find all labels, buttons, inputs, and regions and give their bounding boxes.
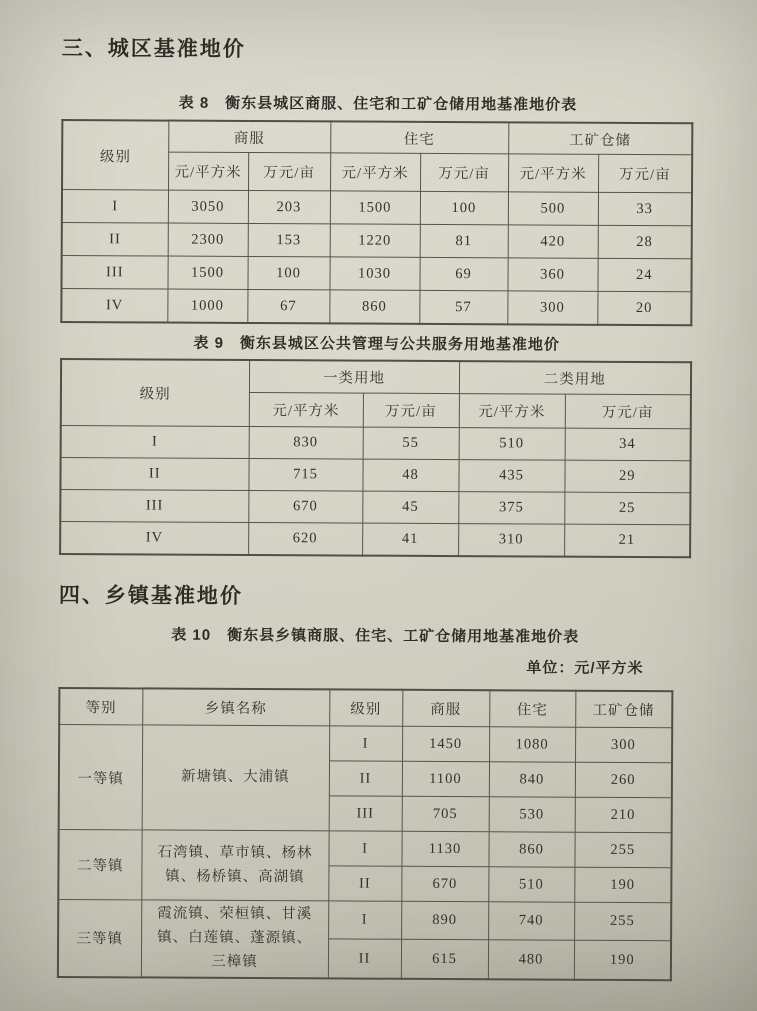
table-row — [61, 289, 691, 326]
unit-header: 元/平方米 — [459, 394, 565, 429]
grade-cell: III — [329, 796, 402, 831]
table-row — [61, 425, 691, 460]
grade-cell: II — [328, 866, 401, 901]
tier-cell: 一等镇 — [59, 724, 143, 829]
table8-urban-land-prices — [60, 119, 693, 326]
value-cell: 435 — [458, 460, 564, 493]
towns-cell: 新塘镇、大浦镇 — [142, 725, 330, 831]
value-cell: 153 — [248, 223, 330, 256]
value-cell: 740 — [488, 902, 574, 941]
grade-cell: II — [62, 223, 168, 257]
value-cell: 860 — [488, 832, 574, 867]
value-cell: 100 — [247, 256, 329, 289]
value-cell: 705 — [402, 796, 489, 831]
value-cell: 255 — [574, 902, 671, 941]
value-cell: 620 — [248, 522, 362, 555]
value-cell: 500 — [508, 192, 598, 225]
unit-header: 万元/亩 — [598, 154, 692, 192]
value-cell: 890 — [401, 901, 488, 940]
unit-header: 万元/亩 — [363, 393, 459, 428]
grade-cell: III — [61, 256, 167, 290]
value-cell: 100 — [420, 191, 508, 224]
value-cell: 260 — [575, 762, 672, 798]
table10-col-industrial: 工矿仓储 — [575, 691, 672, 728]
unit-header: 元/平方米 — [330, 153, 420, 191]
value-cell: 840 — [489, 762, 575, 797]
table10-col-tier: 等别 — [59, 688, 142, 725]
value-cell: 1100 — [402, 761, 489, 796]
value-cell: 25 — [564, 492, 690, 525]
grade-cell: I — [328, 831, 401, 866]
value-cell: 615 — [401, 940, 488, 979]
value-cell: 48 — [362, 459, 458, 492]
unit-header: 元/平方米 — [508, 154, 598, 192]
value-cell: 28 — [598, 225, 692, 258]
value-cell: 33 — [598, 192, 692, 225]
table10-township-land-prices — [57, 687, 674, 981]
value-cell: 21 — [564, 524, 690, 557]
value-cell: 1130 — [401, 831, 488, 866]
value-cell: 420 — [508, 225, 598, 258]
value-cell: 300 — [575, 727, 672, 763]
value-cell: 510 — [488, 867, 574, 902]
table8-level-header: 级别 — [62, 120, 168, 190]
grade-cell: III — [60, 489, 248, 522]
unit-header: 元/平方米 — [249, 392, 363, 427]
value-cell: 670 — [401, 866, 488, 901]
table8-group-industrial: 工矿仓储 — [508, 122, 692, 154]
value-cell: 1080 — [489, 727, 575, 762]
table8-group-residential: 住宅 — [330, 121, 508, 153]
table9-level-header: 级别 — [61, 359, 249, 426]
unit-header: 元/平方米 — [168, 152, 248, 190]
value-cell: 81 — [420, 224, 508, 257]
value-cell: 210 — [575, 797, 672, 833]
table9-caption: 表 9 衡东县城区公共管理与公共服务用地基准地价 — [193, 334, 560, 354]
value-cell: 45 — [362, 491, 458, 524]
table10-col-towns: 乡镇名称 — [142, 688, 329, 725]
unit-header: 万元/亩 — [420, 153, 508, 191]
value-cell: 1500 — [167, 256, 247, 289]
table10-col-residential: 住宅 — [489, 690, 575, 727]
value-cell: 360 — [507, 258, 597, 291]
table10-col-commercial: 商服 — [402, 690, 489, 727]
grade-cell: IV — [60, 521, 248, 554]
grade-cell: IV — [61, 289, 167, 323]
value-cell: 1220 — [330, 224, 420, 257]
grade-cell: II — [60, 457, 248, 490]
towns-cell: 霞流镇、荣桓镇、甘溪镇、白莲镇、蓬源镇、三樟镇 — [141, 900, 328, 978]
value-cell: 830 — [249, 426, 363, 459]
table-row — [61, 256, 691, 292]
table-row — [62, 223, 692, 259]
value-cell: 55 — [363, 427, 459, 460]
grade-cell: I — [62, 190, 168, 224]
grade-cell: II — [329, 761, 402, 796]
grade-cell: II — [328, 939, 401, 978]
value-cell: 715 — [248, 458, 362, 491]
value-cell: 255 — [574, 832, 671, 868]
table9-group-class2: 二类用地 — [459, 361, 691, 395]
value-cell: 29 — [564, 460, 690, 493]
value-cell: 480 — [488, 940, 574, 979]
value-cell: 670 — [248, 490, 362, 523]
table-row — [58, 899, 671, 941]
value-cell: 69 — [419, 257, 507, 290]
value-cell: 375 — [458, 492, 564, 525]
value-cell: 510 — [459, 428, 565, 461]
table10-col-level: 级别 — [329, 689, 402, 726]
value-cell: 190 — [574, 867, 671, 903]
tier-cell: 二等镇 — [58, 829, 141, 899]
value-cell: 1450 — [402, 726, 489, 761]
value-cell: 57 — [419, 290, 507, 324]
value-cell: 41 — [362, 523, 458, 556]
table-row — [62, 190, 692, 226]
table10-caption: 表 10 衡东县乡镇商服、住宅、工矿仓储用地基准地价表 — [171, 626, 580, 646]
section-heading-urban: 三、城区基准地价 — [61, 36, 246, 61]
value-cell: 24 — [597, 258, 691, 291]
grade-cell: I — [329, 726, 402, 761]
value-cell: 1030 — [329, 257, 419, 290]
unit-header: 万元/亩 — [248, 152, 330, 190]
value-cell: 3050 — [168, 190, 248, 223]
unit-header: 万元/亩 — [565, 394, 691, 429]
table8-group-commercial: 商服 — [168, 121, 330, 153]
unit-note: 单位：元/平方米 — [526, 659, 644, 678]
value-cell: 203 — [248, 190, 330, 223]
grade-cell: I — [61, 425, 249, 458]
tier-cell: 三等镇 — [58, 899, 141, 977]
value-cell: 530 — [489, 797, 575, 832]
section-heading-township: 四、乡镇基准地价 — [58, 583, 243, 608]
value-cell: 2300 — [168, 223, 248, 256]
value-cell: 1500 — [330, 191, 420, 224]
value-cell: 300 — [507, 291, 597, 325]
value-cell: 67 — [247, 289, 329, 323]
table-row — [60, 457, 690, 492]
value-cell: 1000 — [167, 289, 247, 323]
table9-public-land-prices — [59, 358, 692, 558]
table-row — [58, 829, 671, 867]
value-cell: 34 — [565, 428, 691, 461]
towns-cell: 石湾镇、草市镇、杨林镇、杨桥镇、高湖镇 — [141, 830, 328, 901]
table8-caption: 表 8 衡东县城区商服、住宅和工矿仓储用地基准地价表 — [178, 94, 578, 114]
value-cell: 310 — [458, 524, 564, 557]
table-row — [59, 724, 672, 762]
value-cell: 190 — [574, 941, 671, 980]
value-cell: 860 — [329, 290, 419, 324]
value-cell: 20 — [597, 291, 691, 325]
table-row — [60, 489, 690, 524]
table9-group-class1: 一类用地 — [249, 360, 459, 394]
page-content — [57, 0, 695, 981]
table-row — [60, 521, 690, 557]
grade-cell: I — [328, 901, 401, 940]
